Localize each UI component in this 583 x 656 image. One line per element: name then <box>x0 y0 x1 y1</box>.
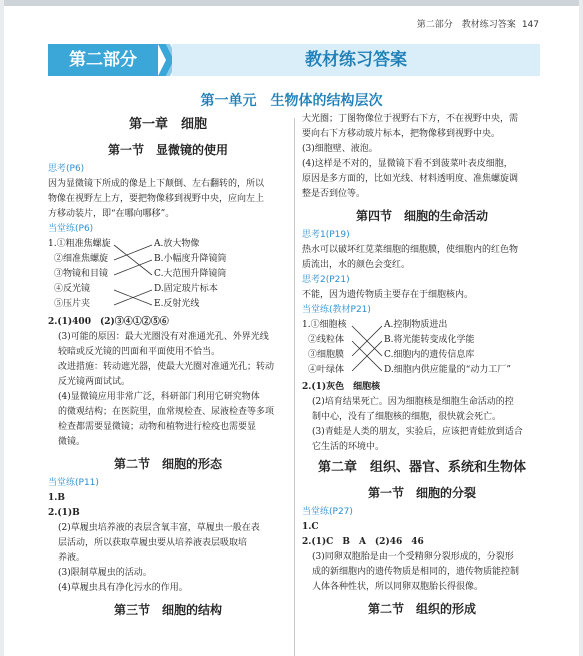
practice-label: 当堂练(P11) <box>48 478 99 488</box>
section-title: 第一节 显微镜的使用 <box>107 143 228 157</box>
top-toolbar-strip <box>4 0 579 6</box>
match-left-item: ③细胞膜 <box>308 350 345 360</box>
text-line: 质流出，水的颜色会变红。 <box>302 260 411 270</box>
page-number: 147 <box>521 20 539 30</box>
answer-line: 2.(1)C B A (2)46 46 <box>302 537 424 547</box>
text-line: (3)可能的原因：最大光圈没有对准通光孔、外界光线 <box>58 332 269 342</box>
chapter-title: 第一章 细胞 <box>128 117 207 132</box>
text-line: 较暗或反光镜的凹面和平面使用不恰当。 <box>58 347 221 357</box>
text-line: 微镜。 <box>58 437 86 447</box>
section-title: 第三节 细胞的结构 <box>113 603 222 617</box>
matching-exercise <box>302 318 542 380</box>
text-line: 物像在视野左上方，要把物像移到视野中央，应向左上 <box>48 194 265 204</box>
part-label: 第二部分 <box>48 44 158 76</box>
banner-title: 教材练习答案 <box>172 44 540 76</box>
text-line: 它生活的环境中。 <box>312 442 385 452</box>
answer-block <box>48 330 288 450</box>
match-right-item: C.大范围升降镜筒 <box>154 269 227 279</box>
text-line: (4)这样是不对的，显微镜下看不到菠菜叶表皮细胞， <box>302 159 513 169</box>
answer-block <box>302 550 542 595</box>
part-banner <box>48 44 540 76</box>
match-left-item: ②线粒体 <box>308 335 345 345</box>
text-line: 整是否到位等。 <box>302 189 366 199</box>
left-column <box>48 112 288 622</box>
text-line: 方移动装片，即“在哪向哪移”。 <box>48 209 175 219</box>
document-page <box>4 0 579 656</box>
match-right-item: B.小幅度升降镜筒 <box>154 254 227 264</box>
text-line: 因为显微镜下所成的像是上下颠倒、左右翻转的，所以 <box>48 179 265 189</box>
thinking-label: 思考(P6) <box>48 164 85 174</box>
text-line: (3)细胞壁、液泡。 <box>302 144 378 154</box>
section-title: 第二节 组织的形成 <box>367 602 476 616</box>
unit-title: 第一单元 生物体的结构层次 <box>200 93 383 109</box>
right-column <box>302 112 542 621</box>
answer-block <box>302 395 542 455</box>
text-line: (3)限制草履虫的活动。 <box>58 568 152 578</box>
chapter-title: 第二章 组织、器官、系统和生物体 <box>317 460 526 475</box>
answer-line: 2.(1)400 (2)③④①②⑤⑥ <box>48 317 169 327</box>
match-right-item: A.控制物质进出 <box>384 320 448 330</box>
text-line: 原因是多方面的，比如光线、材料透明度、准焦螺旋调 <box>302 174 519 184</box>
match-left-item: ⑤压片夹 <box>54 299 91 309</box>
text-line: 层活动，所以获取草履虫要从培养液表层吸取培 <box>58 538 248 548</box>
text-line: (2)草履虫培养液的表层含氧丰富，草履虫一般在表 <box>58 523 260 533</box>
match-right-item: D.固定玻片标本 <box>154 284 218 294</box>
continued-text <box>302 112 542 202</box>
text-line: (3)青蛙是人类的朋友，实验后，应该把青蛙放到适合 <box>312 427 523 437</box>
answer-line: 2.(1)灰色 细胞核 <box>302 382 381 392</box>
answer-line: 1.C <box>302 522 319 532</box>
match-right-item: A.放大物像 <box>154 239 200 249</box>
section-title: 第二节 细胞的形态 <box>113 457 222 471</box>
match-left-item: ④反光镜 <box>54 284 91 294</box>
answer-line: 1.B <box>48 493 66 503</box>
text-line: 的微观结构；在医院里，血常规检查、尿液检查等多项 <box>58 407 275 417</box>
match-left-item: ③物镜和目镜 <box>54 269 109 279</box>
section-title: 第一节 细胞的分裂 <box>367 486 476 500</box>
match-right-item: B.将光能转变成化学能 <box>384 335 475 345</box>
text-line: 热水可以破坏红苋菜细胞的细胞膜，使细胞内的红色物 <box>302 245 519 255</box>
thinking-label: 思考2(P21) <box>302 275 350 285</box>
answer-line: 2.(1)B <box>48 508 80 518</box>
match-right-item: E.反射光线 <box>154 299 200 309</box>
text-line: (4)草履虫具有净化污水的作用。 <box>58 583 188 593</box>
match-left-item: ②细准焦螺旋 <box>54 254 109 264</box>
practice-label: 当堂练(P6) <box>48 224 94 234</box>
text-line: 成的新细胞内的遗传物质是相同的，遗传物质能控制 <box>312 567 520 577</box>
text-line: 人体各种性状，所以同卵双胞胎长得很像。 <box>312 582 484 592</box>
running-title: 第二部分 教材练习答案 <box>416 20 516 30</box>
text-line: 反光镜两面试试。 <box>58 377 131 387</box>
match-right-item: C.细胞内的遗传信息库 <box>384 350 475 360</box>
text-line: (4)显微镜应用非常广泛，科研部门利用它研究物体 <box>58 392 260 402</box>
thinking-text <box>48 177 288 222</box>
thinking-label: 思考1(P19) <box>302 230 350 240</box>
matching-exercise <box>48 237 288 315</box>
text-line: 制中心，没有了细胞核的细胞，很快就会死亡。 <box>312 412 502 422</box>
text-line: 检查都需要显微镜；动物和植物进行检疫也需要显 <box>58 422 257 432</box>
answer-block <box>48 521 288 596</box>
text-line: 不能，因为遗传物质主要存在于细胞核内。 <box>302 290 474 300</box>
text-line: 养液。 <box>58 553 86 563</box>
text-line: 改进措施：转动遮光器，使最大光圈对准通光孔；转动 <box>58 362 275 372</box>
practice-label: 当堂练(教材P21) <box>302 305 371 315</box>
text-line: (2)培育结果死亡。因为细胞核是细胞生命活动的控 <box>312 397 514 407</box>
match-left-item: 1.①粗准焦螺旋 <box>48 239 111 249</box>
match-left-item: 1.①细胞核 <box>302 320 347 330</box>
text-line: (3)同卵双胞胎是由一个受精卵分裂形成的，分裂形 <box>312 552 514 562</box>
text-line: 要向右下方移动玻片标本，把物像移到视野中央。 <box>302 129 501 139</box>
section-title: 第四节 细胞的生命活动 <box>355 209 488 223</box>
text-line: 大光圈；丁图物像位于视野右下方，不在视野中央，需 <box>302 114 519 124</box>
match-right-item: D.细胞内供应能量的“动力工厂” <box>384 365 511 375</box>
practice-label: 当堂练(P27) <box>302 507 353 517</box>
match-left-item: ④叶绿体 <box>308 365 345 375</box>
running-header <box>417 17 539 30</box>
column-divider <box>294 118 295 656</box>
